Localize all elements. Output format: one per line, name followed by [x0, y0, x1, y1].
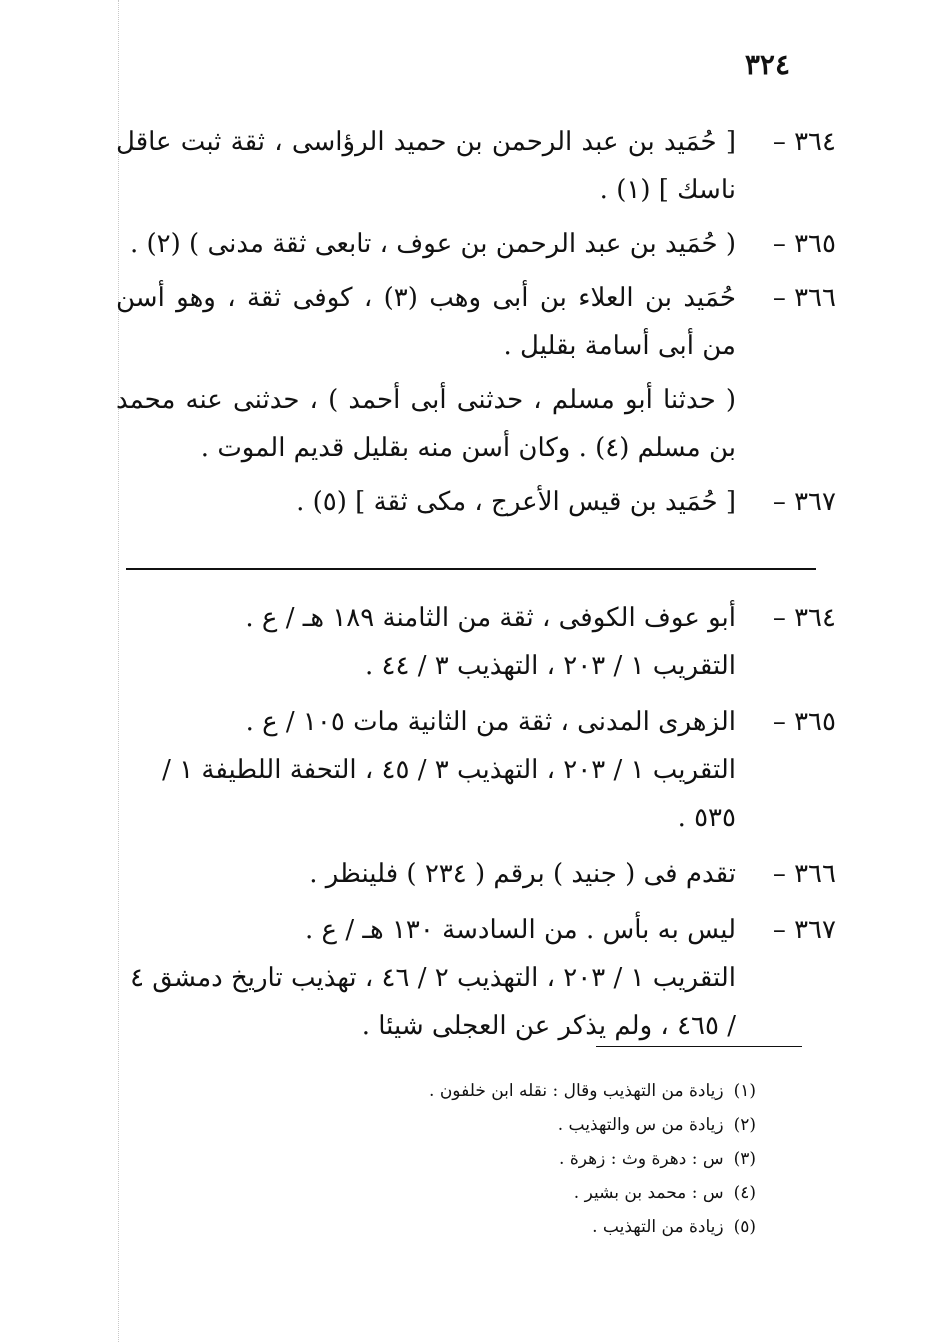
- entry-number: ٣٦٤ –: [772, 127, 836, 157]
- entry-number: ٣٦٥ –: [772, 229, 836, 259]
- entry-365: [116, 220, 836, 268]
- note-365: [116, 698, 836, 842]
- note-text: ليس به بأس . من السادسة ١٣٠ هـ / ع .: [305, 915, 736, 945]
- footnote-text: زيادة من التهذيب .: [592, 1217, 724, 1237]
- note-reference: التقريب ١ / ٢٠٣ ، التهذيب ٢ / ٤٦ ، تهذيب تاريخ دمشق ٤ / ٤٦٥ ، ولم يذكر عن العجلى شيئا .: [130, 963, 736, 1041]
- note-number: ٣٦٦ –: [772, 859, 836, 889]
- note-reference: التقريب ١ / ٢٠٣ ، التهذيب ٣ / ٤٤ .: [364, 651, 736, 681]
- commentary-notes: [116, 594, 836, 1058]
- section-divider: [126, 568, 816, 570]
- footnote-2: [196, 1108, 756, 1142]
- note-text: تقدم فى ( جنيد ) برقم ( ٢٣٤ ) فلينظر .: [309, 859, 736, 889]
- entry-364: [116, 118, 836, 214]
- footnote-number: (٥): [733, 1217, 756, 1237]
- footnote-text: زيادة من التهذيب وقال : نقله ابن خلفون .: [429, 1081, 724, 1101]
- footnote-4: [196, 1176, 756, 1210]
- note-number: ٣٦٤ –: [772, 603, 836, 633]
- footnote-3: [196, 1142, 756, 1176]
- footnote-number: (٢): [733, 1115, 756, 1135]
- entry-366: [116, 274, 836, 472]
- entry-text-continued: ( حدثنا أبو مسلم ، حدثنى أبى أحمد ) ، حدثنى عنه محمد بن مسلم (٤) . وكان أسن منه بقليل قديم الموت .: [116, 385, 736, 463]
- entry-number: ٣٦٧ –: [772, 487, 836, 517]
- footnote-divider: [596, 1046, 802, 1047]
- footnote-number: (٣): [733, 1149, 756, 1169]
- entry-367: [116, 478, 836, 526]
- entry-text: [ حُمَيد بن قيس الأعرج ، مكى ثقة ] (٥) .: [296, 487, 736, 517]
- note-text: أبو عوف الكوفى ، ثقة من الثامنة ١٨٩ هـ / ع .: [245, 603, 736, 633]
- page-number: ٣٢٤: [744, 48, 790, 81]
- note-reference: التقريب ١ / ٢٠٣ ، التهذيب ٣ / ٤٥ ، التحفة اللطيفة ١ / ٥٣٥ .: [162, 755, 736, 833]
- note-367: [116, 906, 836, 1050]
- entry-number: ٣٦٦ –: [772, 283, 836, 313]
- footnote-text: س : دهرة وث : زهرة .: [559, 1149, 724, 1169]
- footnote-number: (٤): [733, 1183, 756, 1203]
- note-number: ٣٦٥ –: [772, 707, 836, 737]
- footnotes: [196, 1074, 756, 1244]
- entry-text: [ حُمَيد بن عبد الرحمن بن حميد الرؤاسى ، ثقة ثبت عاقل ناسك ] (١) .: [116, 127, 736, 205]
- entry-text: حُمَيد بن العلاء بن أبى وهب (٣) ، كوفى ثقة ، وهو أسن من أبى أسامة بقليل .: [116, 283, 736, 361]
- note-364: [116, 594, 836, 690]
- note-number: ٣٦٧ –: [772, 915, 836, 945]
- entry-text: ( حُمَيد بن عبد الرحمن بن عوف ، تابعى ثقة مدنى ) (٢) .: [129, 229, 736, 259]
- note-366: [116, 850, 836, 898]
- footnote-text: زيادة من س والتهذيب .: [557, 1115, 724, 1135]
- main-entries: [116, 118, 836, 532]
- footnote-5: [196, 1210, 756, 1244]
- note-text: الزهرى المدنى ، ثقة من الثانية مات ١٠٥ / ع .: [245, 707, 736, 737]
- footnote-number: (١): [733, 1081, 756, 1101]
- footnote-text: س : محمد بن بشير .: [573, 1183, 724, 1203]
- footnote-1: [196, 1074, 756, 1108]
